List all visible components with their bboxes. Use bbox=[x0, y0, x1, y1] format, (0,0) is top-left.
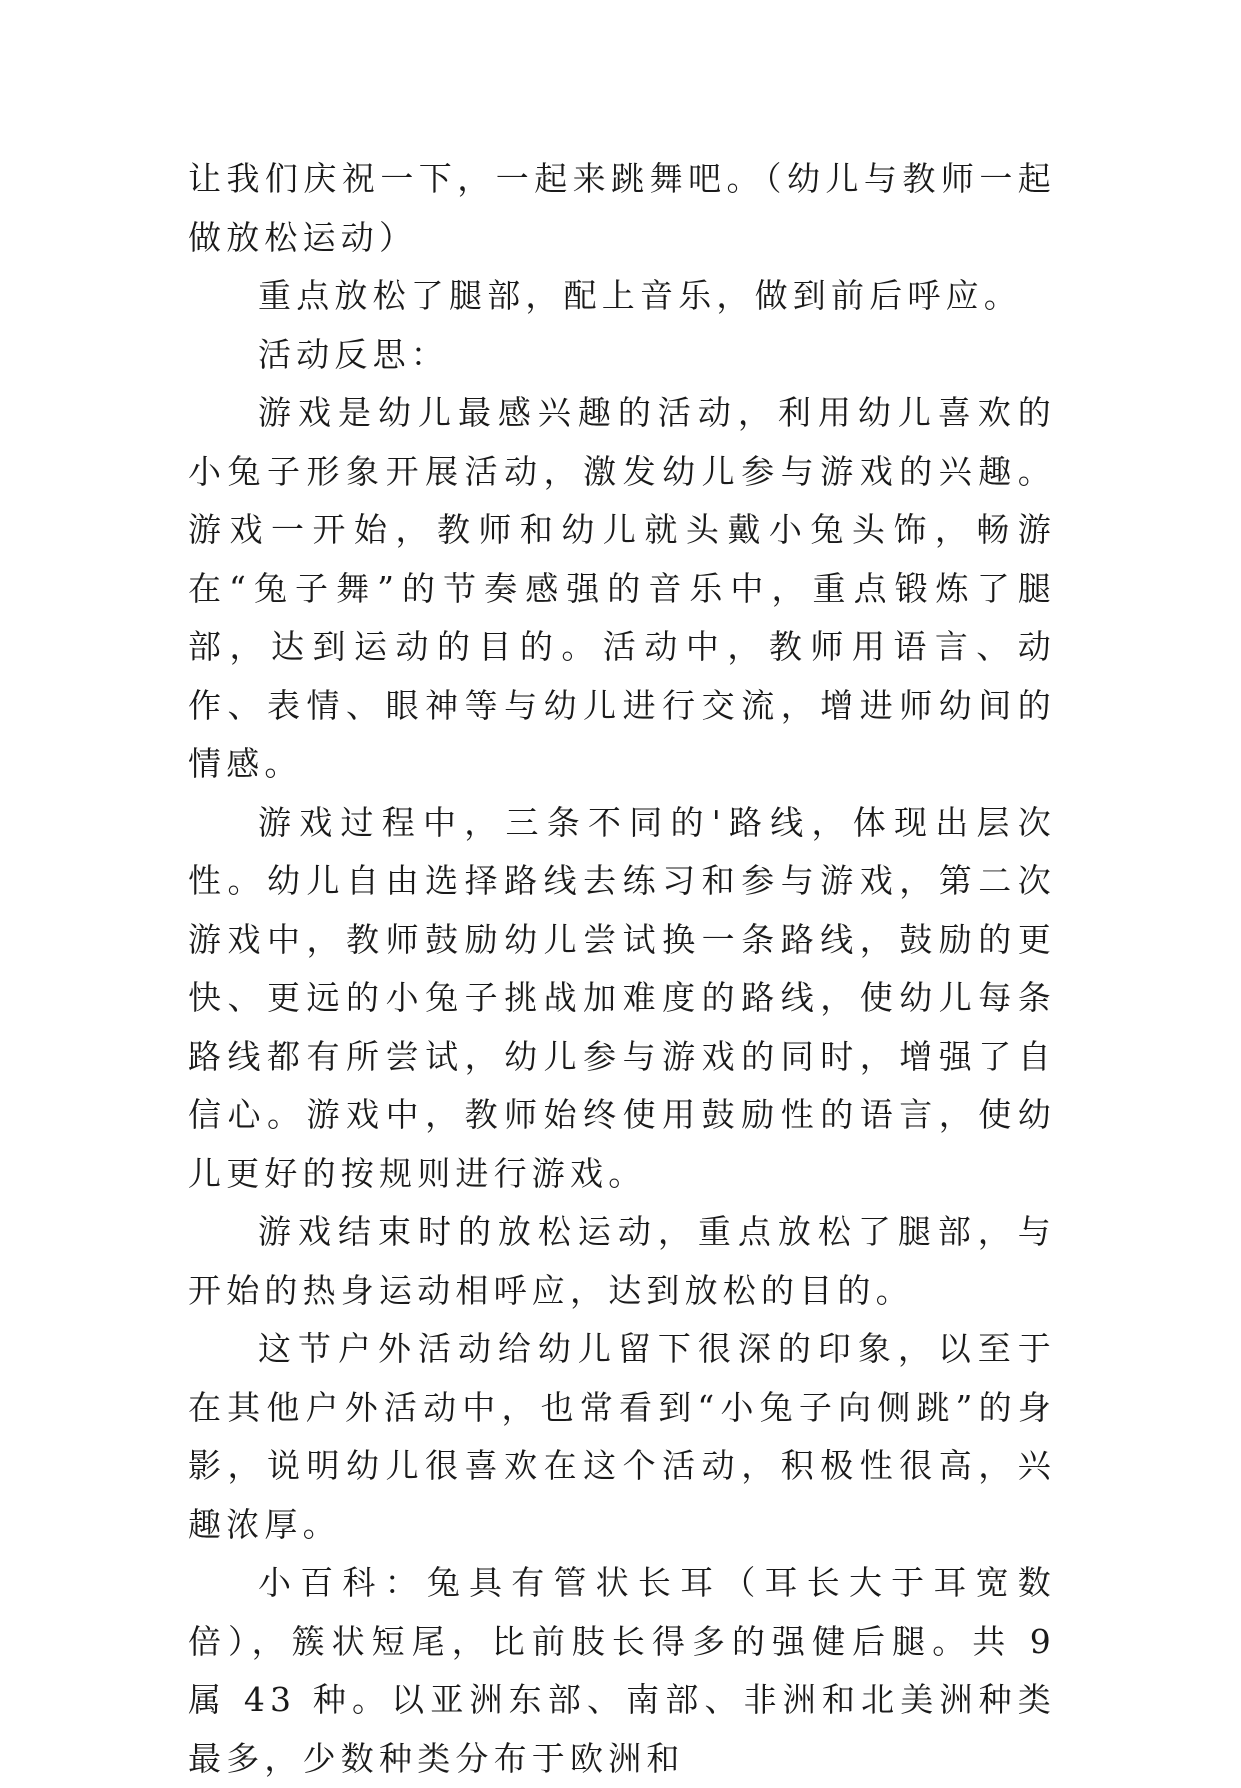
paragraph-reflection-4: 这节户外活动给幼儿留下很深的印象，以至于在其他户外活动中，也常看到“小兔子向侧跳”的身影，说明幼儿很喜欢在这个活动，积极性很高，兴趣浓厚。 bbox=[188, 1329, 1056, 1544]
document-body bbox=[188, 150, 1056, 1788]
paragraph-encyclopedia: 小百科：兔具有管状长耳（耳长大于耳宽数倍），簇状短尾，比前肢长得多的强健后腿。共 9 属 43 种。以亚洲东部、南部、非洲和北美洲种类最多，少数种类分布于欧洲和 bbox=[188, 1563, 1056, 1778]
section-heading-reflection: 活动反思： bbox=[258, 334, 449, 374]
paragraph-relax-note: 重点放松了腿部，配上音乐，做到前后呼应。 bbox=[258, 276, 1022, 315]
paragraph-intro: 让我们庆祝一下，一起来跳舞吧。（幼儿与教师一起做放松运动） bbox=[188, 159, 1056, 257]
paragraph-reflection-3: 游戏结束时的放松运动，重点放松了腿部，与开始的热身运动相呼应，达到放松的目的。 bbox=[188, 1212, 1056, 1310]
paragraph-reflection-1: 游戏是幼儿最感兴趣的活动，利用幼儿喜欢的小兔子形象开展活动，激发幼儿参与游戏的兴趣。游戏一开始，教师和幼儿就头戴小兔头饰，畅游在“兔子舞”的节奏感强的音乐中，重点锻炼了腿部，达到运动的目的。活动中，教师用语言、动作、表情、眼神等与幼儿进行交流，增进师幼间的情感。 bbox=[188, 393, 1056, 783]
paragraph-reflection-2: 游戏过程中，三条不同的'路线，体现出层次性。幼儿自由选择路线去练习和参与游戏，第二次游戏中，教师鼓励幼儿尝试换一条路线，鼓励的更快、更远的小兔子挑战加难度的路线，使幼儿每条路线都有所尝试，幼儿参与游戏的同时，增强了自信心。游戏中，教师始终使用鼓励性的语言，使幼儿更好的按规则进行游戏。 bbox=[188, 802, 1056, 1193]
